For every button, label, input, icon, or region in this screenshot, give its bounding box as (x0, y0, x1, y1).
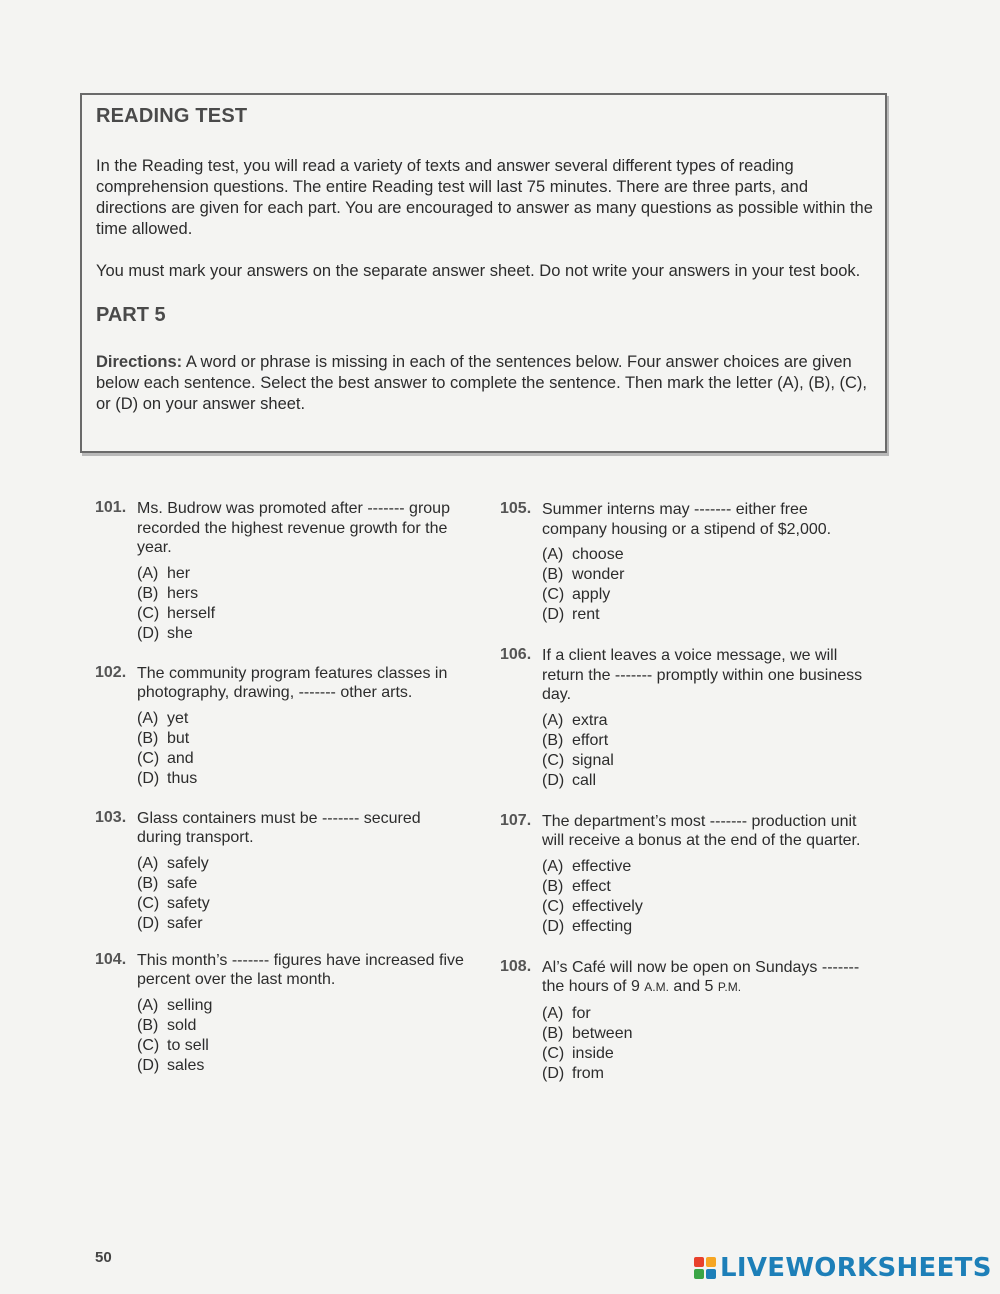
option-b[interactable]: (B) effort (542, 731, 609, 749)
option-c[interactable]: (C) signal (542, 751, 614, 769)
question-number: 104. (95, 950, 127, 968)
option-a[interactable]: (A) safely (137, 854, 209, 872)
question-107 (500, 812, 880, 937)
question-102 (95, 664, 475, 789)
question-stem: Ms. Budrow was promoted after ------- group recorded the highest revenue growth for the year. (137, 500, 450, 556)
instructions-box (80, 93, 887, 453)
question-stem: This month’s ------- figures have increased five percent over the last month. (137, 951, 464, 988)
question-number: 102. (95, 663, 127, 681)
option-d[interactable]: (D) safer (137, 914, 203, 932)
answer-options (542, 857, 880, 937)
option-c[interactable]: (C) to sell (137, 1036, 209, 1054)
question-number: 101. (95, 499, 127, 516)
answer-options (542, 1004, 880, 1084)
option-d[interactable]: (D) thus (137, 769, 198, 787)
option-a[interactable]: (A) for (542, 1004, 591, 1022)
page-number: 50 (95, 1249, 112, 1266)
question-number: 103. (95, 808, 127, 826)
questions-right-column (500, 500, 880, 1084)
directions (96, 352, 873, 415)
option-c[interactable]: (C) effectively (542, 897, 643, 915)
question-103 (95, 809, 475, 934)
logo-square-3 (694, 1269, 704, 1279)
answer-options (137, 709, 475, 789)
answer-options (542, 545, 880, 625)
question-105 (500, 500, 880, 625)
liveworksheets-icon (694, 1257, 716, 1279)
option-b[interactable]: (B) between (542, 1024, 633, 1042)
logo-square-1 (694, 1257, 704, 1267)
option-d[interactable]: (D) call (542, 771, 597, 789)
question-number: 106. (500, 646, 532, 663)
question-101 (95, 499, 475, 644)
option-b[interactable]: (B) safe (137, 874, 198, 892)
section-title: READING TEST (96, 105, 248, 127)
intro-paragraph-2: You must mark your answers on the separate answer sheet. Do not write your answers in your test book. (96, 262, 861, 280)
intro-paragraph-1: In the Reading test, you will read a variety of texts and answer several different types of reading comprehension questions. The entire Reading test will last 75 minutes. There are three parts, and directions are given for each part. You are encouraged to answer as many questions as possible within the time allowed. (96, 157, 873, 238)
liveworksheets-logo[interactable] (694, 1253, 992, 1283)
option-c[interactable]: (C) herself (137, 604, 216, 622)
question-108 (500, 958, 880, 1084)
question-stem: If a client leaves a voice message, we will return the ------- promptly within one business day. (542, 647, 863, 703)
question-number: 108. (500, 957, 532, 975)
question-stem: The community program features classes in photography, drawing, ------- other arts. (137, 664, 448, 701)
question-stem: Glass containers must be ------- secured during transport. (137, 809, 421, 846)
option-b[interactable]: (B) hers (137, 584, 199, 602)
option-a[interactable]: (A) yet (137, 709, 189, 727)
brand-wordmark: LIVEWORKSHEETS (720, 1253, 992, 1283)
option-d[interactable]: (D) effecting (542, 917, 633, 935)
question-stem: Summer interns may ------- either free company housing or a stipend of $2,000. (542, 501, 832, 538)
option-c[interactable]: (C) inside (542, 1044, 614, 1062)
question-stem: Al’s Café will now be open on Sundays ------- the hours of 9 A.M. and 5 P.M. (542, 958, 860, 995)
directions-text: A word or phrase is missing in each of the sentences below. Four answer choices are given below each sentence. Select the best answer to complete the sentence. Then mark the letter (A), (B), (C), or (D) on your answer sheet. (96, 353, 867, 413)
option-a[interactable]: (A) her (137, 564, 191, 582)
answer-options (542, 711, 880, 791)
option-a[interactable]: (A) choose (542, 546, 624, 563)
option-a[interactable]: (A) selling (137, 996, 213, 1014)
answer-options (137, 996, 475, 1076)
option-d[interactable]: (D) rent (542, 606, 600, 623)
answer-options (137, 854, 475, 934)
part-title: PART 5 (96, 304, 166, 326)
option-a[interactable]: (A) extra (542, 711, 608, 729)
question-106 (500, 646, 880, 791)
option-c[interactable]: (C) apply (542, 586, 611, 603)
option-a[interactable]: (A) effective (542, 857, 632, 875)
questions-left-column (95, 499, 475, 1076)
option-d[interactable]: (D) sales (137, 1056, 205, 1074)
option-b[interactable]: (B) but (137, 729, 190, 747)
option-c[interactable]: (C) and (137, 749, 194, 767)
option-b[interactable]: (B) effect (542, 877, 611, 895)
question-stem: The department’s most ------- production unit will receive a bonus at the end of the quarter. (542, 812, 861, 849)
option-d[interactable]: (D) she (137, 624, 193, 642)
question-104 (95, 951, 475, 1076)
directions-label: Directions: (96, 353, 183, 371)
option-b[interactable]: (B) wonder (542, 566, 625, 583)
logo-square-4 (706, 1269, 716, 1279)
option-d[interactable]: (D) from (542, 1064, 604, 1082)
logo-square-2 (706, 1257, 716, 1267)
question-number: 105. (500, 500, 532, 517)
question-number: 107. (500, 811, 532, 829)
answer-options (137, 564, 475, 644)
option-c[interactable]: (C) safety (137, 894, 210, 912)
option-b[interactable]: (B) sold (137, 1016, 197, 1034)
